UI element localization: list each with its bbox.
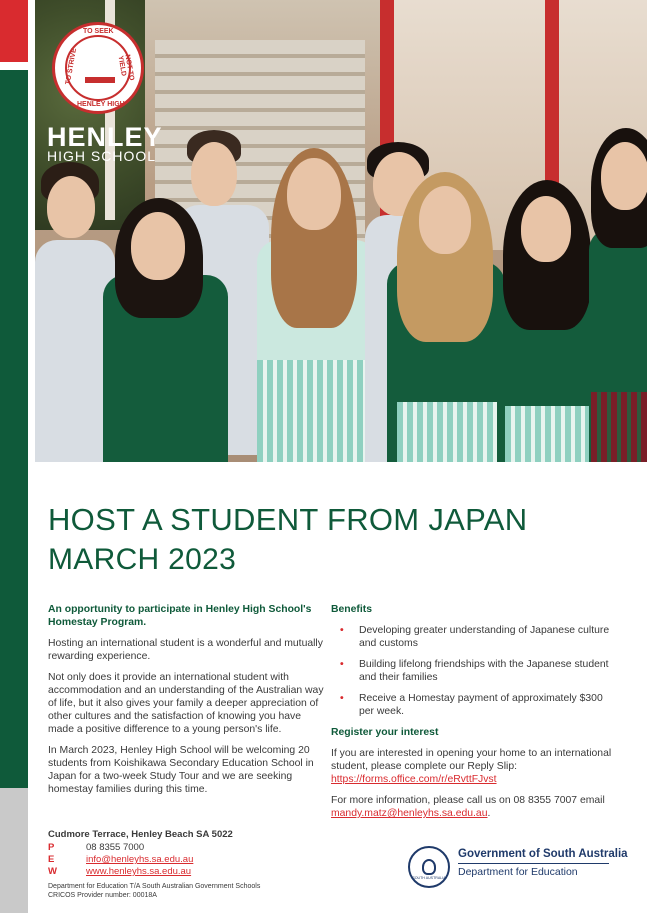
- footer-address: Cudmore Terrace, Henley Beach SA 5022: [48, 829, 233, 840]
- lead-text: An opportunity to participate in Henley High School's Homestay Program.: [48, 604, 312, 628]
- crest-motto-right: NOT TO YIELD: [116, 54, 135, 82]
- page-subtitle: MARCH 2023: [48, 543, 237, 576]
- government-divider: [458, 863, 609, 864]
- list-item: • Building lifelong friendships with the Japanese student and their families: [359, 658, 615, 684]
- phone-number: 08 8355 7000: [86, 842, 145, 853]
- right-column: [331, 603, 615, 820]
- legal-line: CRICOS Provider number: 00018A: [48, 892, 157, 899]
- crest-motto-left: TO STRIVE: [64, 47, 79, 86]
- legal-text: [48, 882, 260, 900]
- paragraph: Hosting an international student is a wonderful and mutually rewarding experience.: [48, 638, 323, 662]
- phone-key: P: [48, 842, 55, 853]
- school-crest: [52, 22, 144, 114]
- register-text-body: If you are interested in opening your home to an international student, please complete our Reply Slip:: [331, 748, 612, 772]
- footer-contacts: [48, 842, 193, 878]
- contact-email-link[interactable]: mandy.matz@henleyhs.sa.edu.au: [331, 808, 488, 819]
- email-row: [48, 854, 193, 866]
- paragraph: In March 2023, Henley High School will be welcoming 20 students from Koishikawa Secondary Education School in Japan for a two-week Study Tour and we are seeking homestay families during this time.: [48, 745, 314, 795]
- list-item: • Receive a Homestay payment of approximately $300 per week.: [359, 692, 615, 718]
- seal-text: SOUTH AUSTRALIA: [412, 876, 446, 880]
- legal-line: Department for Education T/A South Australian Government Schools: [48, 883, 261, 890]
- register-text: [331, 747, 615, 786]
- email-key: E: [48, 854, 55, 865]
- paragraph: Not only does it provide an international student with accommodation and an understanding of the Australian way of life, but it also gives your family a deeper appreciation of other cultures and the satisfaction of knowing you have made a positive difference to a young person's life.: [48, 672, 324, 735]
- reply-slip-link[interactable]: https://forms.office.com/r/eRvttFJvst: [331, 774, 497, 785]
- school-name: HENLEY: [47, 122, 163, 152]
- list-item: • Developing greater understanding of Japanese culture and customs: [359, 624, 615, 650]
- info-end: .: [487, 808, 491, 819]
- web-key: W: [48, 866, 57, 877]
- side-divider: [28, 0, 35, 913]
- crest-motto-top: TO SEEK: [83, 28, 114, 35]
- footer-email-link[interactable]: info@henleyhs.sa.edu.au: [86, 854, 194, 865]
- benefits-list: [331, 624, 615, 718]
- page-title: HOST A STUDENT FROM JAPAN: [48, 502, 528, 537]
- side-strip-grey: [0, 788, 28, 913]
- info-text: [331, 794, 615, 820]
- register-heading: Register your interest: [331, 727, 439, 738]
- info-text-body: For more information, please call us on 08 8355 7007 email: [331, 795, 605, 806]
- side-strip-green: [0, 70, 28, 788]
- left-column: [48, 603, 324, 796]
- website-link[interactable]: www.henleyhs.sa.edu.au: [86, 866, 192, 877]
- side-strip-red: [0, 0, 28, 62]
- crest-ring-text: HENLEY HIGH: [77, 101, 125, 108]
- benefits-heading: Benefits: [331, 604, 372, 615]
- government-name: Government of South Australia: [458, 848, 628, 860]
- ship-icon: [85, 57, 115, 83]
- web-row: [48, 866, 193, 878]
- government-seal: [408, 846, 450, 888]
- side-strip-white: [0, 62, 28, 70]
- phone-row: [48, 842, 193, 854]
- department-name: Department for Education: [458, 866, 578, 878]
- school-subtitle: HIGH SCHOOL: [47, 148, 157, 164]
- piping-shrike-icon: [422, 859, 436, 875]
